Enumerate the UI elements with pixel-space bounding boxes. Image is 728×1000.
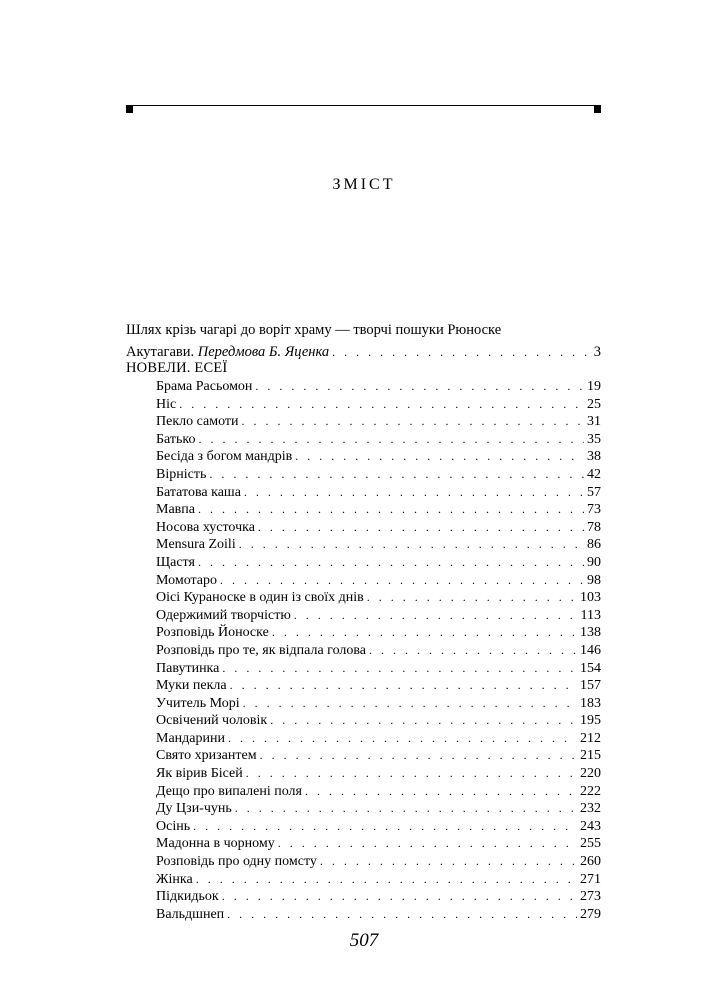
toc-entry [156,572,601,590]
toc-entry-title: Бесіда з богом мандрів [156,449,293,465]
dot-leader [222,888,577,906]
toc-entry-title: Мандарини [156,730,225,746]
toc-entry-title: Брама Расьомон [156,379,253,394]
intro-preface-note: Передмова Б. Яценка [197,344,330,360]
toc-entry-page: 90 [587,554,601,570]
toc-entry-page: 273 [580,889,601,905]
toc-entry-page: 255 [580,836,601,852]
dot-leader [239,536,584,554]
toc-entry-title: Батько [156,431,196,447]
toc-entry-title: Осінь [156,818,191,834]
intro-entry [126,319,601,363]
toc-entry-title: Mensura Zoili [156,537,236,553]
toc-entry-title: Мадонна в чорному [156,836,275,852]
dot-leader [243,695,577,713]
page-title: ЗМІСТ [332,176,396,193]
toc-entry-page: 35 [587,431,601,447]
toc-list [156,378,601,923]
dot-leader [220,572,584,590]
toc-entry-title: Як вірив Бісей [156,766,243,782]
dot-leader [198,501,584,519]
toc-entry [156,818,601,836]
toc-entry-title: Носова хусточка [156,519,255,535]
toc-entry-page: 279 [580,906,601,922]
dot-leader [242,413,585,431]
dot-leader [332,341,591,363]
toc-entry-page: 212 [580,730,601,746]
toc-entry-title: Мавпа [156,502,195,518]
toc-entry [156,519,601,537]
toc-entry-title: Павутинка [156,660,220,676]
toc-entry-title: Жінка [156,871,193,887]
dot-leader [258,519,584,537]
toc-entry [156,378,601,396]
toc-entry [156,765,601,783]
intro-page-number: 3 [593,344,601,360]
right-square-mark [594,106,601,113]
toc-entry-title: Оісі Кураноске в один із своїх днів [156,590,364,606]
toc-entry-page: 98 [587,572,601,588]
toc-entry-page: 73 [587,502,601,518]
toc-entry-title: Ніс [156,396,177,412]
toc-entry-page: 195 [580,713,601,729]
dot-leader [198,431,584,449]
toc-entry [156,501,601,519]
dot-leader [235,800,577,818]
toc-entry-page: 86 [587,537,601,553]
toc-entry-page: 260 [580,854,601,870]
header-rule [126,105,601,106]
toc-entry-title: Вірність [156,466,207,482]
toc-entry-title: Вальдшнеп [156,906,225,922]
dot-leader [230,677,577,695]
toc-entry-page: 146 [580,642,601,658]
toc-entry-page: 42 [587,466,601,482]
dot-leader [270,712,577,730]
toc-entry [156,536,601,554]
dot-leader [294,607,578,625]
intro-author: Акутагави. [126,344,195,360]
toc-entry-title: Щастя [156,554,195,570]
toc-entry [156,906,601,924]
dot-leader [272,624,577,642]
toc-entry [156,484,601,502]
toc-entry [156,589,601,607]
toc-entry-page: 183 [580,695,601,711]
left-square-mark [126,106,133,113]
dot-leader [255,378,584,396]
toc-entry-title: Момотаро [156,572,218,588]
toc-entry [156,607,601,625]
dot-leader [222,660,577,678]
toc-entry [156,888,601,906]
toc-entry [156,660,601,678]
dot-leader [227,906,577,924]
dot-leader [196,871,577,889]
toc-entry-page: 19 [587,379,601,394]
dot-leader [369,642,577,660]
toc-entry-title: Розповідь Йоноске [156,625,269,641]
dot-leader [193,818,577,836]
dot-leader [295,448,584,466]
toc-entry [156,835,601,853]
toc-entry [156,712,601,730]
toc-entry [156,448,601,466]
toc-entry-page: 78 [587,519,601,535]
toc-entry-page: 57 [587,484,601,500]
toc-entry-page: 222 [580,783,601,799]
toc-entry-title: Підкидьок [156,889,219,905]
toc-entry [156,624,601,642]
toc-entry-title: Ду Цзи-чунь [156,801,232,817]
toc-entry-title: Освічений чоловік [156,713,268,729]
dot-leader [305,783,577,801]
toc-entry-title: Одержимий творчістю [156,607,291,623]
toc-entry-page: 25 [587,396,601,412]
dot-leader [179,396,584,414]
intro-line-1: Шлях крізь чагарі до воріт храму — творчі пошуки Рюноске [126,322,502,338]
toc-entry-page: 220 [580,766,601,782]
section-heading: НОВЕЛИ. ЕСЕЇ [126,360,228,376]
toc-entry [156,695,601,713]
toc-entry [156,554,601,572]
dot-leader [228,730,577,748]
toc-entry-page: 113 [580,607,601,623]
dot-leader [367,589,577,607]
toc-entry-title: Дещо про випалені поля [156,783,302,799]
toc-entry [156,396,601,414]
toc-entry-page: 232 [580,801,601,817]
toc-entry-page: 154 [580,660,601,676]
toc-entry [156,466,601,484]
page-number: 507 [349,930,379,951]
toc-entry [156,747,601,765]
toc-entry-title: Учитель Морі [156,695,240,711]
toc-entry [156,677,601,695]
toc-entry [156,730,601,748]
dot-leader [209,466,584,484]
toc-entry-page: 215 [580,748,601,764]
toc-entry-page: 243 [580,818,601,834]
toc-entry [156,783,601,801]
toc-entry [156,413,601,431]
dot-leader [320,853,577,871]
toc-entry [156,800,601,818]
dot-leader [278,835,577,853]
dot-leader [244,484,584,502]
dot-leader [246,765,577,783]
toc-entry [156,853,601,871]
toc-entry-page: 38 [587,449,601,465]
toc-entry [156,431,601,449]
toc-entry [156,871,601,889]
toc-entry-page: 271 [580,871,601,887]
toc-entry-title: Муки пекла [156,678,227,694]
toc-entry-title: Свято хризантем [156,748,257,764]
toc-entry-title: Бататова каша [156,484,241,500]
dot-leader [260,747,577,765]
toc-entry-title: Розповідь про те, як відпала голова [156,642,367,658]
toc-entry-page: 31 [587,414,601,430]
toc-entry-page: 103 [580,590,601,606]
toc-entry-title: Розповідь про одну помсту [156,854,317,870]
toc-entry-page: 138 [580,625,601,641]
dot-leader [198,554,584,572]
toc-entry-title: Пекло самоти [156,414,239,430]
toc-entry-page: 157 [580,678,601,694]
toc-entry [156,642,601,660]
